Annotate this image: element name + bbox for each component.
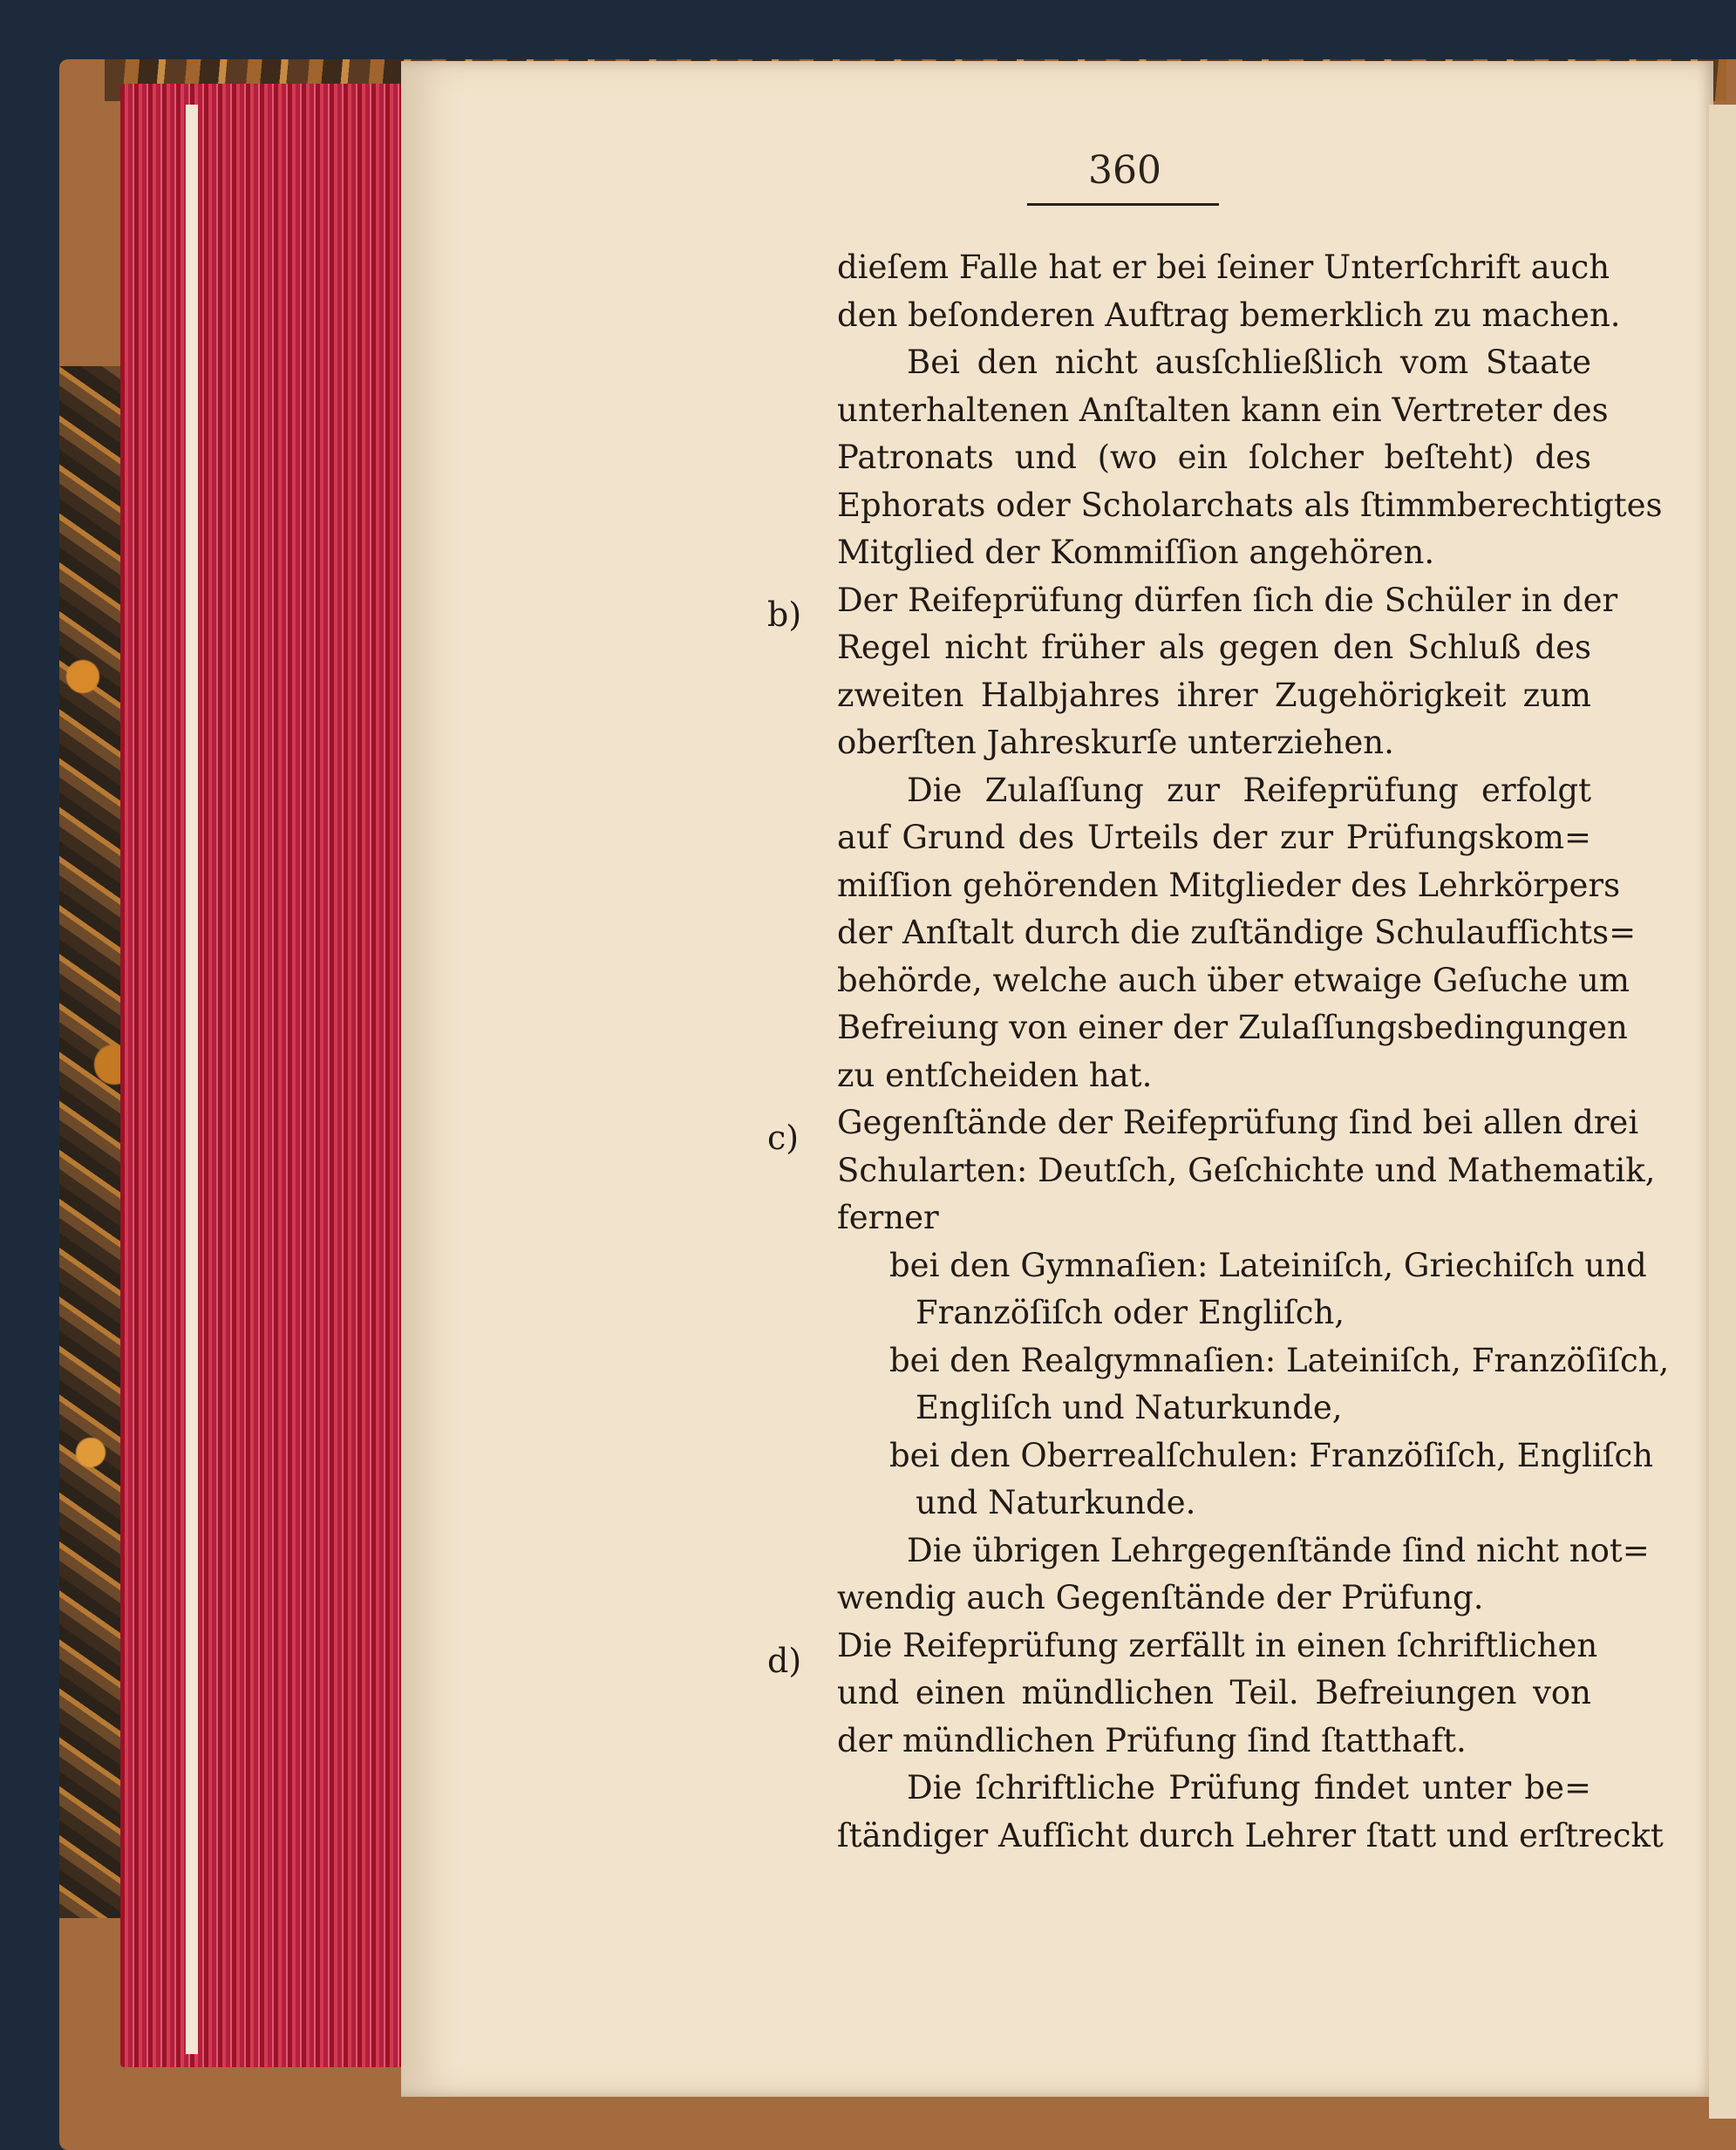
- header-rule: [1027, 203, 1219, 206]
- text-line: zweiten Halbjahres ihrer Zugehörigkeit zum: [837, 676, 1591, 714]
- body-text: [837, 244, 1670, 1860]
- text-line: Engliſch und Naturkunde,: [916, 1389, 1343, 1426]
- red-page-edges: [120, 84, 404, 2067]
- facing-page-edge: [1709, 105, 1736, 2119]
- text-line: Die Reifeprüfung zerfällt in einen ſchriftlichen: [837, 1626, 1598, 1664]
- text-line: ferner: [837, 1199, 939, 1236]
- text-line: und einen mündlichen Teil. Befreiungen von: [837, 1674, 1591, 1711]
- text-line: wendig auch Gegenſtände der Prüfung.: [837, 1579, 1484, 1616]
- text-line: miſſion gehörenden Mitglieder des Lehrkörpers: [837, 866, 1621, 904]
- text-line: der mündlichen Prüfung ſind ſtatthaft.: [837, 1721, 1467, 1759]
- text-line: oberſten Jahreskurſe unterziehen.: [837, 724, 1394, 761]
- text-line: Ephorats oder Scholarchats als ſtimmberechtigtes: [837, 486, 1663, 524]
- text-line: und Naturkunde.: [916, 1484, 1196, 1521]
- text-line: Der Reifeprüfung dürfen ſich die Schüler in der: [837, 581, 1618, 619]
- text-line: Bei den nicht ausſchließlich vom Staate: [907, 344, 1591, 381]
- text-line: Befreiung von einer der Zulaſſungsbedingungen: [837, 1009, 1628, 1046]
- text-line: auf Grund des Urteils der zur Prüfungskom=: [837, 819, 1591, 856]
- text-line: Die Zulaſſung zur Reifeprüfung erfolgt: [907, 771, 1591, 809]
- text-line: Regel nicht früher als gegen den Schluß des: [837, 629, 1591, 666]
- page-header: [1029, 148, 1221, 193]
- text-line: Mitglied der Kommiſſion angehören.: [837, 534, 1435, 571]
- text-line: den beſonderen Auftrag bemerklich zu machen.: [837, 296, 1621, 334]
- text-line: Gegenſtände der Reifeprüfung ſind bei allen drei: [837, 1104, 1639, 1141]
- text-line: der Anſtalt durch die zuſtändige Schulaufſichts=: [837, 914, 1637, 951]
- page-edge-gap: [186, 105, 198, 2054]
- text-line: behörde, welche auch über etwaige Geſuche um: [837, 961, 1630, 999]
- text-line: Schularten: Deutſch, Geſchichte und Mathematik,: [837, 1151, 1656, 1189]
- text-line: Die übrigen Lehrgegenſtände ſind nicht not=: [907, 1531, 1650, 1569]
- text-line: bei den Realgymnaſien: Lateiniſch, Franzöſiſch,: [889, 1341, 1670, 1379]
- item-marker-c: c): [767, 1119, 800, 1157]
- text-line: zu entſcheiden hat.: [837, 1056, 1153, 1094]
- item-marker-d: d): [767, 1642, 802, 1680]
- text-line: Franzöſiſch oder Engliſch,: [916, 1294, 1345, 1331]
- text-line: unterhaltenen Anſtalten kann ein Vertreter des: [837, 391, 1609, 429]
- text-line: dieſem Falle hat er bei ſeiner Unterſchrift auch: [837, 248, 1610, 286]
- item-marker-b: b): [767, 595, 802, 634]
- page-number: 360: [1088, 148, 1161, 193]
- text-line: bei den Oberrealſchulen: Franzöſiſch, Engliſch: [889, 1436, 1654, 1474]
- text-line: Die ſchriftliche Prüfung findet unter be=: [907, 1769, 1591, 1806]
- text-line: ſtändiger Aufſicht durch Lehrer ſtatt und erſtreckt: [837, 1816, 1664, 1854]
- text-line: bei den Gymnaſien: Lateiniſch, Griechiſch und: [889, 1246, 1647, 1284]
- text-line: Patronats und (wo ein ſolcher beſteht) des: [837, 439, 1591, 476]
